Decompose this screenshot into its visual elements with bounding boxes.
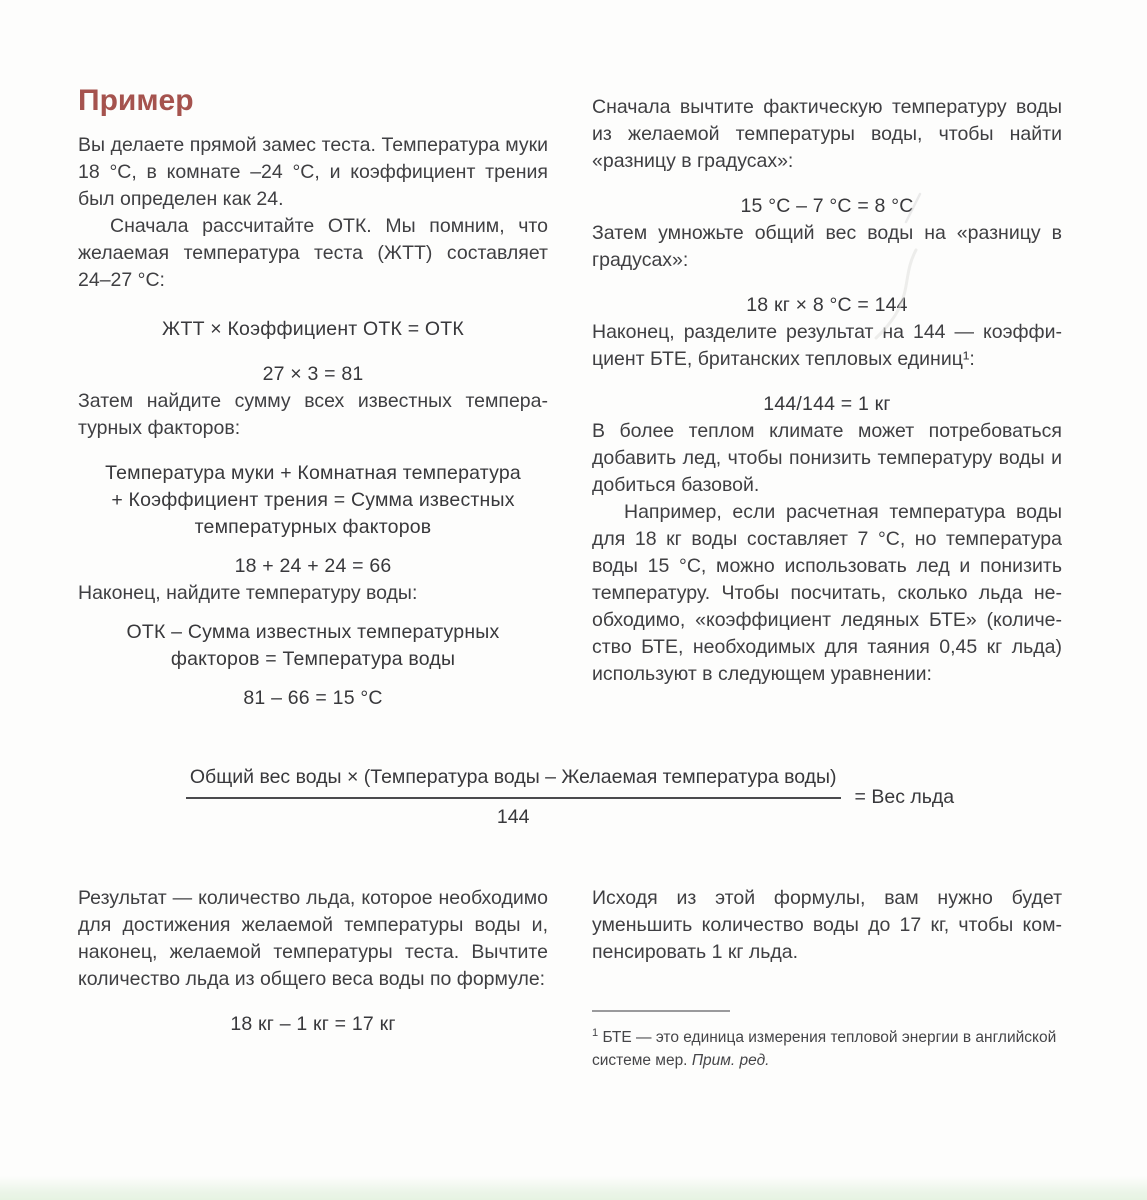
- bottom-left-column: [78, 885, 548, 1072]
- paragraph-water-temp: Наконец, найдите температуру воды:: [78, 582, 418, 604]
- formula-temperature-factors-line2: + Коэффициент трения = Сумма известных: [111, 489, 515, 511]
- footnote-marker: 1: [592, 1027, 599, 1039]
- ice-weight-result: = Вес льда: [854, 786, 955, 808]
- paragraph-ice-example: Например, если расчетная температура воды для 18 кг воды составляет 7 °C, но температура воды 15 °C, можно использовать лед и понизить температуру. Чтобы посчитать, сколько льда необходимо, «коэффициент ледяных БТЕ» (количество БТЕ, необходимых для таяния 0,45 кг льда) используют в следующем уравнении:: [592, 501, 1062, 685]
- calculation-15-7-8: 15 °C – 7 °C = 8 °C: [740, 195, 914, 217]
- footnote-editor-note: Прим. ред.: [691, 1052, 770, 1070]
- ice-weight-fraction-numerator: Общий вес воды × (Температура воды – Желаемая температура воды): [186, 764, 841, 799]
- formula-temperature-factors: [78, 460, 548, 541]
- paragraph-divide-144: Наконец, разделите результат на 144 — коэффициент БТЕ, британских тепловых единиц¹:: [592, 321, 1062, 370]
- example-heading: Пример: [78, 84, 194, 117]
- top-columns: [78, 84, 1062, 712]
- right-column: [592, 84, 1062, 712]
- formula-temperature-factors-line3: температурных факторов: [194, 516, 432, 538]
- formula-water-temperature: [78, 619, 548, 673]
- footnote-text: [592, 1022, 1062, 1072]
- bottom-columns: [78, 885, 1062, 1072]
- paragraph-multiply-weight: Затем умножьте общий вес воды на «разницу в градусах»:: [592, 222, 1062, 271]
- calculation-18-1-17: 18 кг – 1 кг = 17 кг: [230, 1013, 396, 1035]
- calculation-sum-66: 18 + 24 + 24 = 66: [234, 555, 392, 577]
- calculation-144-144-1: 144/144 = 1 кг: [763, 393, 891, 415]
- paragraph-reduce-water: Исходя из этой формулы, вам нужно будет уменьшить количество воды до 17 кг, чтобы компенсировать 1 кг льда.: [592, 887, 1062, 963]
- footnote-divider: [592, 1010, 730, 1012]
- paragraph-warm-climate: В более теплом климате может потребоваться добавить лед, чтобы понизить температуру воды и добиться базовой.: [592, 420, 1062, 496]
- paragraph-sum-factors: Затем найдите сумму всех известных температурных факторов:: [78, 390, 548, 439]
- left-column: [78, 84, 548, 712]
- ice-weight-formula: [78, 764, 1062, 831]
- page-bottom-strip: [0, 1176, 1147, 1200]
- calculation-81-66: 81 – 66 = 15 °C: [243, 687, 383, 709]
- formula-zhtt-otk: ЖТТ × Коэффициент ОТК = ОТК: [162, 318, 464, 340]
- calculation-27x3: 27 × 3 = 81: [262, 363, 364, 385]
- calculation-18x8-144: 18 кг × 8 °C = 144: [746, 294, 908, 316]
- paragraph-result-ice: Результат — количество льда, которое необходимо для достижения желаемой температуры воды и, наконец, желаемой температуры теста. Вычтите количество льда из общего веса воды по формуле:: [78, 887, 548, 990]
- footnote-body: БТЕ — это единица измерения тепловой энергии в английской системе мер.: [592, 1029, 1057, 1070]
- formula-water-temperature-line1: ОТК – Сумма известных температурных: [126, 621, 500, 643]
- footnote-block: [592, 1010, 1062, 1072]
- formula-temperature-factors-line1: Температура муки + Комнатная температура: [105, 462, 521, 484]
- formula-water-temperature-line2: факторов = Температура воды: [170, 648, 456, 670]
- ice-weight-fraction-denominator: 144: [496, 806, 530, 828]
- paragraph-otk-intro: Сначала рассчитайте ОТК. Мы помним, что желаемая температура теста (ЖТТ) составляет 24–27 °C:: [78, 215, 548, 291]
- paragraph-subtract-temp: Сначала вычтите фактическую температуру воды из желаемой температуры воды, чтобы найти «разницу в градусах»:: [592, 96, 1062, 172]
- ice-weight-fraction: [186, 764, 841, 831]
- paragraph-intro: Вы делаете прямой замес теста. Температура муки 18 °C, в комнате –24 °C, и коэффициент трения был определен как 24.: [78, 134, 548, 210]
- bottom-right-column: [592, 885, 1062, 1072]
